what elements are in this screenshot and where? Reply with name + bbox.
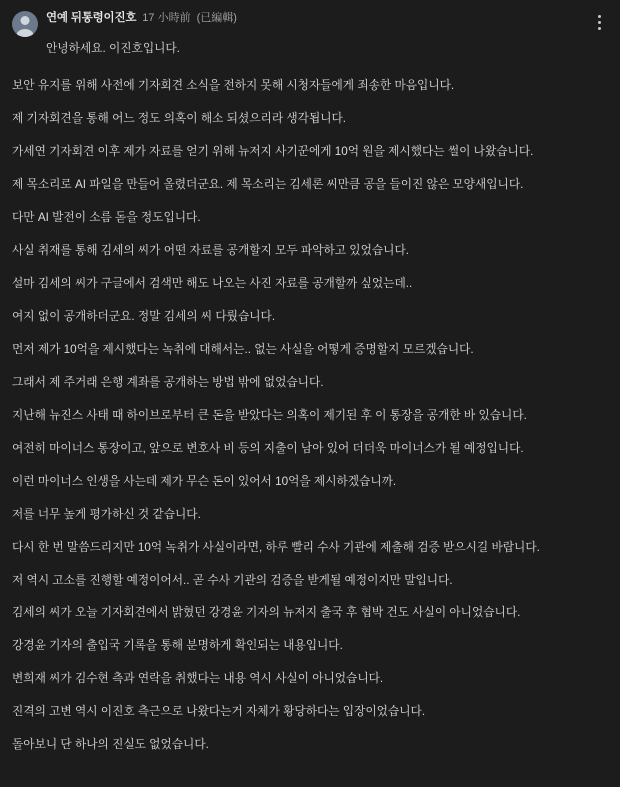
edited-badge: (已編輯) [196,12,237,24]
more-dot-1 [598,15,601,18]
post-timestamp: 17 小時前 [142,12,191,24]
author-avatar[interactable] [12,11,38,37]
more-dot-3 [598,27,601,30]
more-options-icon[interactable] [590,11,608,33]
author-info [46,10,582,26]
author-name-line [46,11,582,26]
post-paragraph: 제 목소리로 AI 파일을 만들어 올렸더군요. 제 목소리는 김세론 씨만큼 공을 들이진 않은 모양새입니다. [12,177,524,191]
post-paragraph: 진격의 고변 역시 이진호 측근으로 나왔다는거 자체가 황당하다는 입장이었습니다. [12,705,426,719]
post-paragraph: 가세연 기자회견 이후 제가 자료를 얻기 위해 뉴저지 사기꾼에게 10억 원을 제시했다는 썰이 나왔습니다. [12,144,534,158]
post-paragraph: 저를 너무 높게 평가하신 것 같습니다. [12,507,201,521]
post-paragraph: 이런 마이너스 인생을 사는데 제가 무슨 돈이 있어서 10억을 제시하겠습니까. [12,474,397,488]
post-paragraph: 변희재 씨가 김수현 측과 연락을 취했다는 내용 역시 사실이 아니었습니다. [12,672,384,686]
post-paragraph: 다시 한 번 말씀드리지만 10억 녹취가 사실이라면, 하루 빨리 수사 기관에 제출해 검증 받으시길 바랍니다. [12,540,540,554]
post-paragraph: 돌아보니 단 하나의 진실도 없었습니다. [12,738,209,752]
post-paragraph: 먼저 제가 10억을 제시했다는 녹취에 대해서는.. 없는 사실을 어떻게 증명할지 모르겠습니다. [12,342,474,356]
author-name[interactable]: 연예 뒤통령이진호 [46,12,137,24]
post-body [12,39,608,754]
post-paragraph: 제 기자회견을 통해 어느 정도 의혹이 해소 되셨으리라 생각됩니다. [12,111,347,125]
post-paragraph: 그래서 제 주거래 은행 계좌를 공개하는 방법 밖에 없었습니다. [12,375,324,389]
post-paragraph: 사실 취재를 통해 김세의 씨가 어떤 자료를 공개할지 모두 파악하고 있었습니다. [12,243,410,257]
post-paragraph: 다만 AI 발전이 소름 돋을 정도입니다. [12,210,201,224]
post-paragraph: 보안 유지를 위해 사전에 기자회견 소식을 전하지 못해 시청자들에게 죄송한 마음입니다. [12,78,455,92]
post-greeting: 안녕하세요. 이진호입니다. [46,42,180,55]
post-paragraph: 지난해 뉴진스 사태 때 하이브로부터 큰 돈을 받았다는 의혹이 제기된 후 이 통장을 공개한 바 있습니다. [12,408,527,422]
post-header [12,10,608,39]
post-paragraph: 김세의 씨가 오늘 기자회견에서 밝혔던 강경윤 기자의 뉴저지 출국 후 협박 건도 사실이 아니었습니다. [12,606,521,620]
post-paragraph: 여전히 마이너스 통장이고, 앞으로 변호사 비 등의 지출이 남아 있어 더더욱 마이너스가 될 예정입니다. [12,441,524,455]
post-paragraph: 저 역시 고소를 진행할 예정이어서.. 곧 수사 기관의 검증을 받게될 예정이지만 말입니다. [12,573,453,587]
post-paragraph: 여지 없이 공개하더군요. 정말 김세의 씨 다뤘습니다. [12,309,276,323]
post-paragraph: 설마 김세의 씨가 구글에서 검색만 해도 나오는 사진 자료를 공개할까 싶었는데.. [12,276,413,290]
more-dot-2 [598,21,601,24]
post-paragraph: 강경윤 기자의 출입국 기록을 통해 분명하게 확인되는 내용입니다. [12,639,343,653]
